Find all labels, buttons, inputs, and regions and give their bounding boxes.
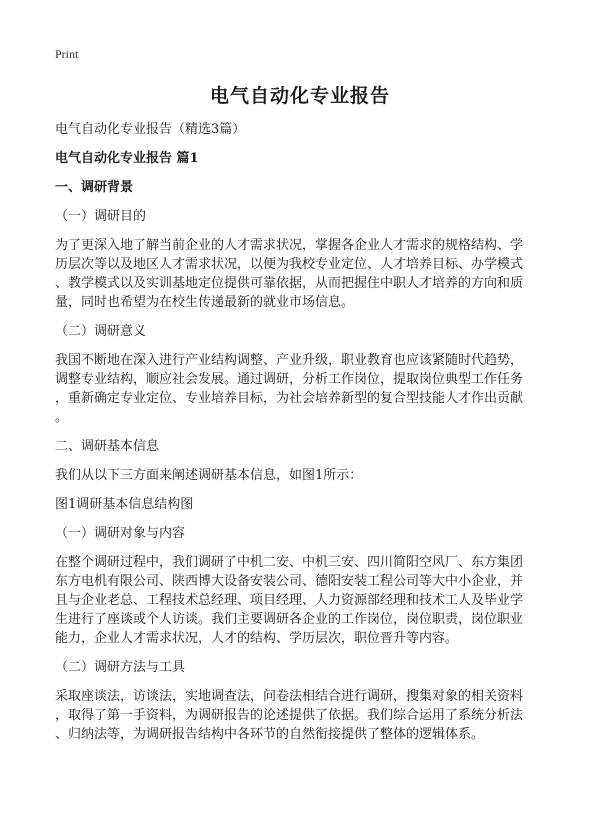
text-line: 、归纳法等，为调研报告结构中各环节的自然衔接提供了整体的逻辑体系。: [55, 727, 485, 742]
text-line: ，重新确定专业定位、专业培养目标，为社会培养新型的复合型技能人才作出贡献: [55, 391, 524, 406]
figure-caption: 图1调研基本信息结构图: [55, 497, 194, 512]
document-subtitle: 电气自动化专业报告（精选3篇）: [55, 122, 246, 137]
subheading-subjects: （一）调研对象与内容: [55, 526, 186, 541]
text-line: 在整个调研过程中，我们调研了中机二安、中机三安、四川简阳空风厂、东方集团: [55, 555, 524, 570]
text-line: 能力，企业人才需求状况，人才的结构、学历层次，职位晋升等内容。: [55, 631, 459, 646]
text-line: 生进行了座谈或个人访谈。我们主要调研各企业的工作岗位，岗位职责，岗位职业: [55, 612, 524, 627]
subheading-methods: （二）调研方法与工具: [55, 660, 186, 675]
text-line: 采取座谈法，访谈法，实地调查法，问卷法相结合进行调研，搜集对象的相关资料: [55, 689, 524, 704]
paragraph-methods: [55, 687, 556, 744]
article-heading: 电气自动化专业报告 篇1: [55, 151, 199, 166]
text-line: 。: [55, 410, 69, 425]
document-body: [55, 120, 556, 744]
subheading-significance: （二）调研意义: [55, 324, 147, 339]
text-line: 我国不断地在深入进行产业结构调整、产业升级，职业教育也应该紧随时代趋势，: [55, 353, 524, 368]
paragraph-purpose: [55, 236, 556, 312]
text-line: 且与企业老总、工程技术总经理、项目经理、人力资源部经理和技术工人及毕业学: [55, 593, 524, 608]
text-line: 为了更深入地了解当前企业的人才需求状况，掌握各企业人才需求的规格结构、学: [55, 238, 524, 253]
section-heading-basic-info: 二、调研基本信息: [55, 439, 160, 454]
section-heading-background: 一、调研背景: [55, 180, 134, 195]
subheading-purpose: （一）调研目的: [55, 209, 147, 224]
text-line: 、教学模式以及实训基地定位提供可靠依据，从而把握住中职人才培养的方向和质: [55, 276, 524, 291]
paragraph-subjects: [55, 553, 556, 648]
text-line: 东方电机有限公司、陕西博大设备安装公司、德阳安装工程公司等大中小企业，并: [55, 574, 524, 589]
print-label: Print: [55, 47, 79, 61]
text-line: 量，同时也希望为在校生传递最新的就业市场信息。: [55, 295, 355, 310]
text-line: 调整专业结构，顺应社会发展。通过调研，分析工作岗位，提取岗位典型工作任务: [55, 372, 524, 387]
text-line: ，取得了第一手资料，为调研报告的论述提供了依据。我们综合运用了系统分析法: [55, 708, 524, 723]
page-title: 电气自动化专业报告: [209, 85, 390, 107]
paragraph-intro: 我们从以下三方面来阐述调研基本信息，如图1所示：: [55, 468, 363, 483]
text-line: 历层次等以及地区人才需求状况，以便为我校专业定位、人才培养目标、办学模式: [55, 257, 524, 272]
paragraph-significance: [55, 351, 556, 427]
